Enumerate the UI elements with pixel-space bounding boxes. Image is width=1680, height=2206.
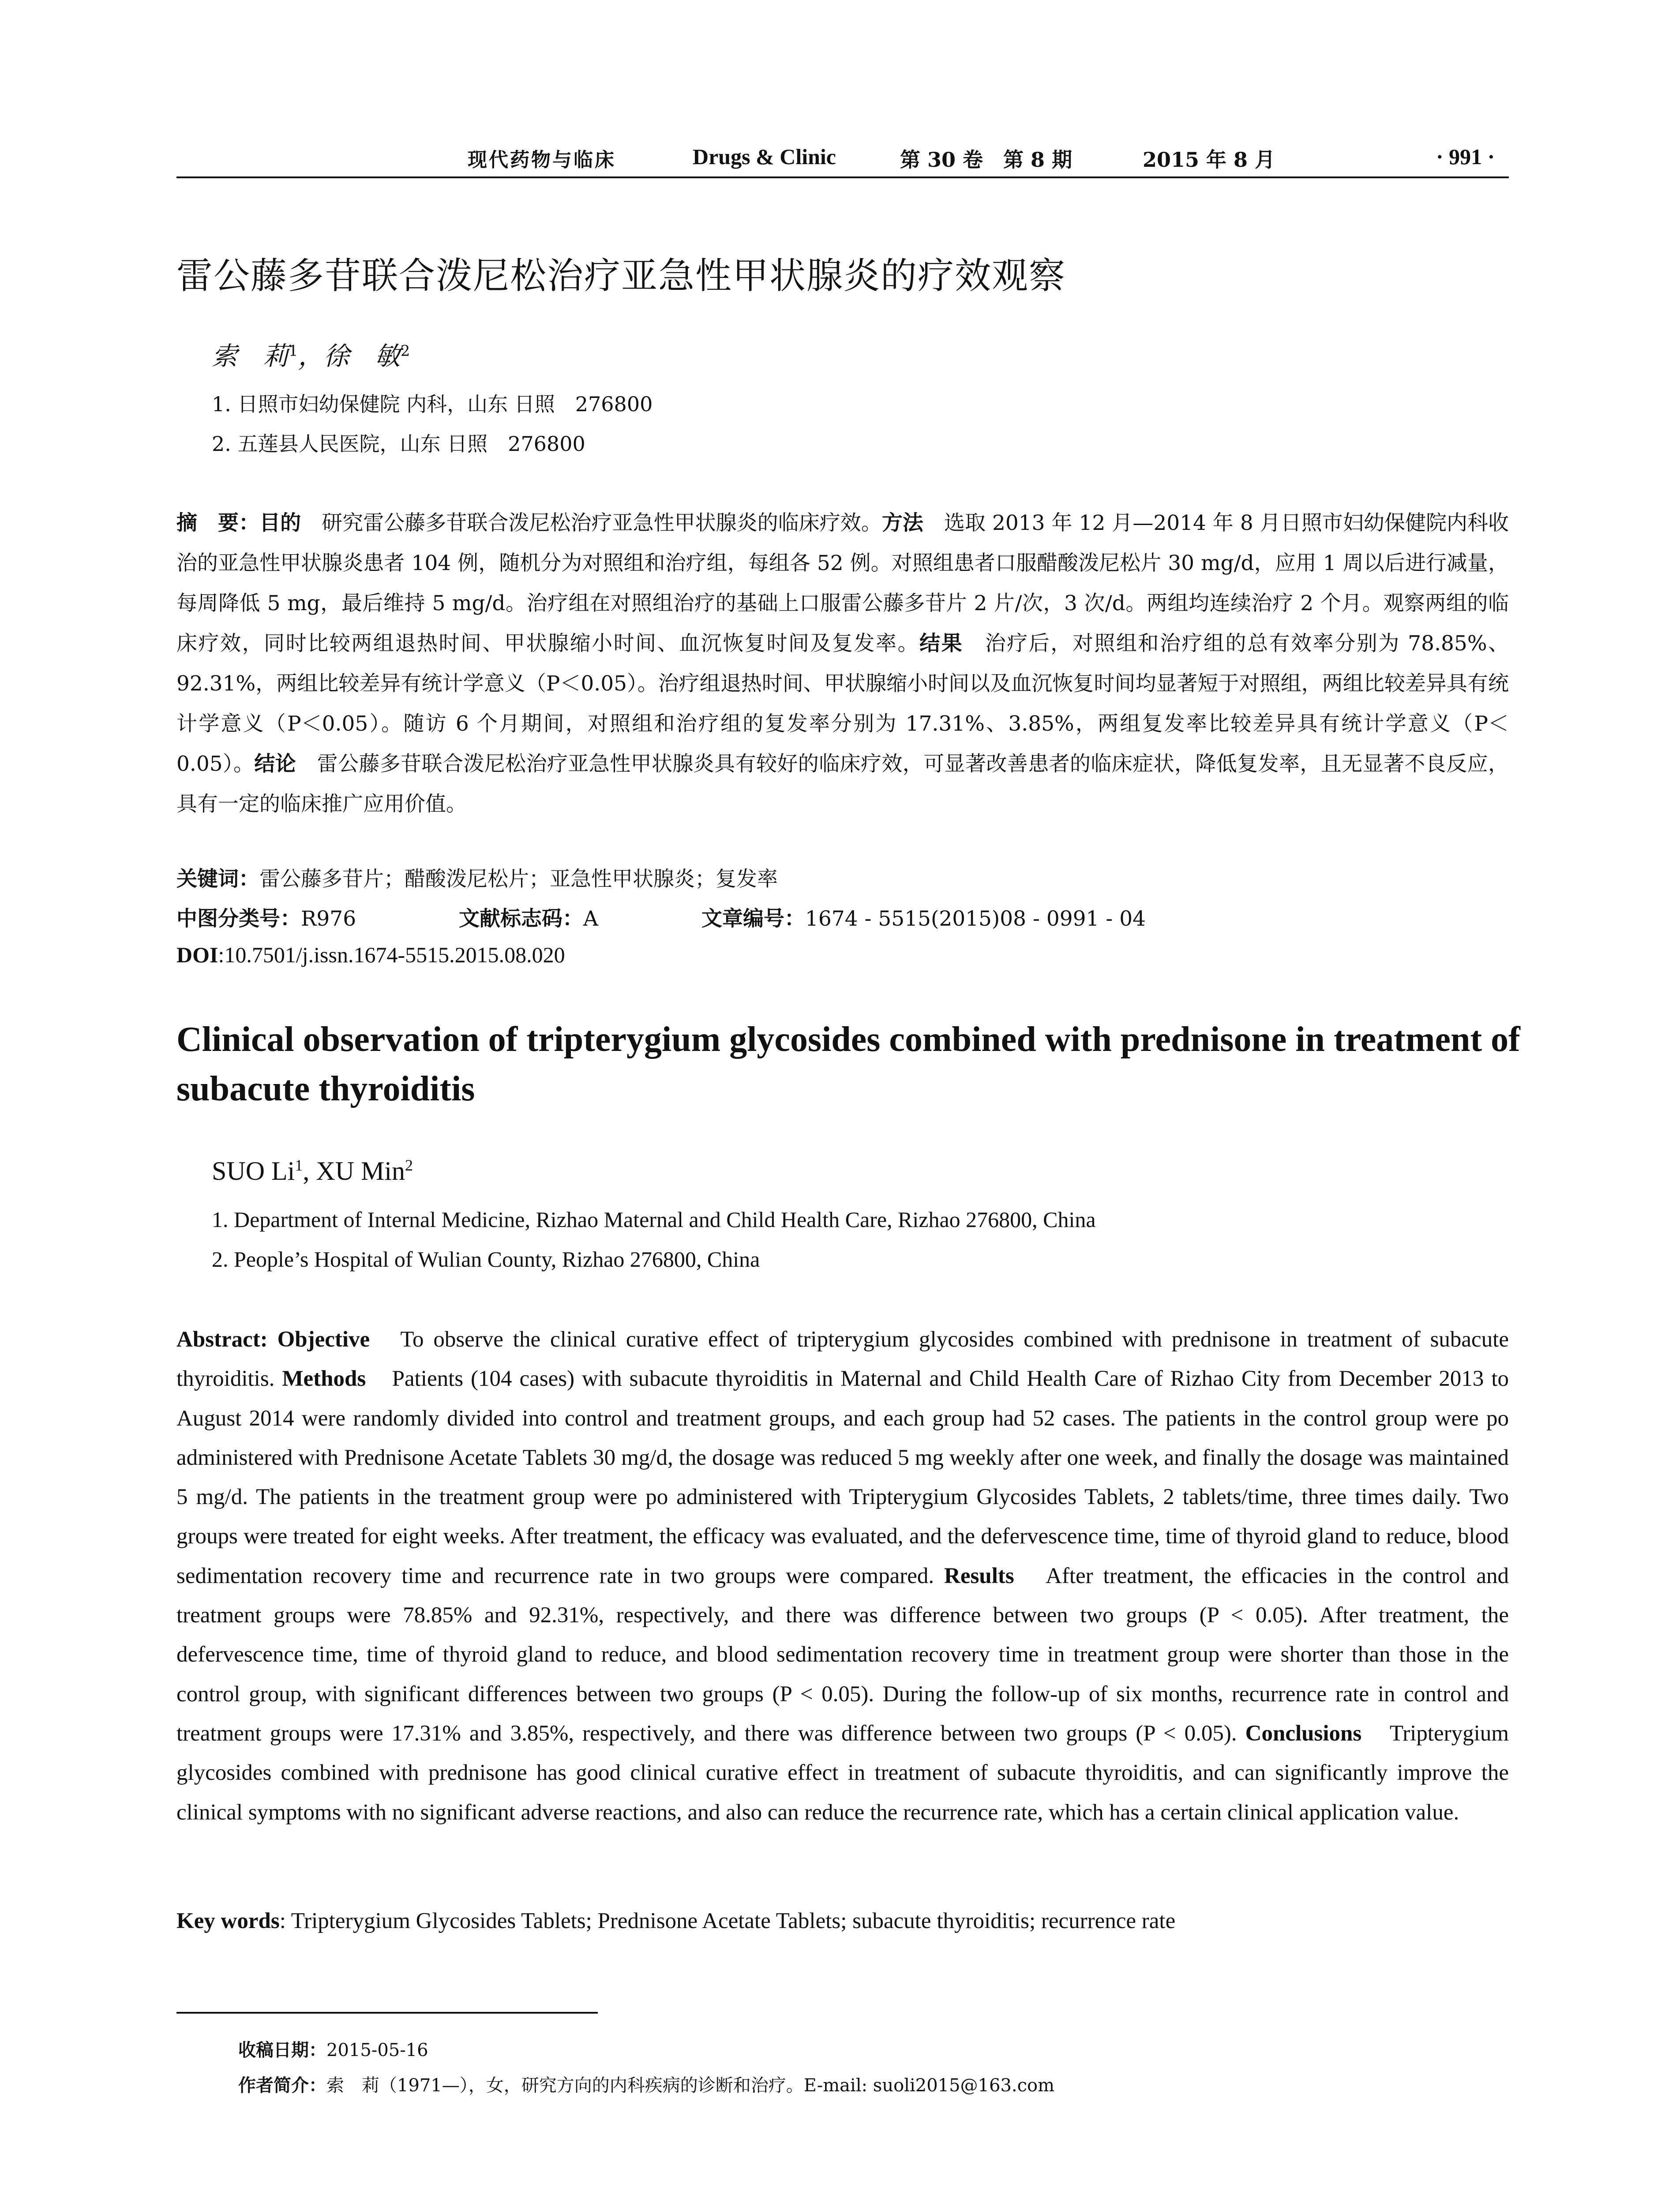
affiliation-cn-1: 1. 日照市妇幼保健院 内科，山东 日照 276800 xyxy=(212,392,653,416)
conclusions-en-label: Conclusions xyxy=(1245,1721,1362,1746)
author-2-en-affil: 2 xyxy=(405,1156,413,1174)
keywords-en xyxy=(176,1908,1175,1934)
methods-en: Patients (104 cases) with subacute thyroiditis in Maternal and Child Health Care of Rizhao City from December 2013 to August 2014 were randomly divided into control and treatment groups, and each group had 52 cases. The patients in the control group were po administered with Prednisone Acetate Tablets 30 mg/d, the dosage was reduced 5 mg weekly after one week, and finally the dosage was maintained 5 mg/d. The patients in the treatment group were po administered with Tripterygium Glycosides Tablets, 2 tablets/time, three times daily. Two groups were treated for eight weeks. After treatment, the efficacy was evaluated, and the defervescence time, time of thyroid gland to reduce, blood sedimentation recovery time and recurrence rate in two groups were compared. xyxy=(176,1366,1509,1588)
objective-en: To observe the clinical curative effect of tripterygium glycosides combined with prednisone in treatment of subacute thyroiditis. xyxy=(176,1327,1509,1392)
clc-number: R976 xyxy=(301,907,356,931)
methods-en-label: Methods xyxy=(282,1366,366,1392)
article-number: 1674 - 5515(2015)08 - 0991 - 04 xyxy=(805,907,1146,931)
author-2-cn: 徐 敏 xyxy=(323,341,401,371)
received-label: 收稿日期： xyxy=(238,2040,326,2060)
bio-label: 作者简介： xyxy=(238,2075,326,2096)
classification-cn xyxy=(176,902,1146,932)
footnote-received xyxy=(238,2036,428,2061)
author-separator-en: , xyxy=(303,1156,316,1186)
methods-cn: 选取 2013 年 12 月—2014 年 8 月日照市妇幼保健院内科收治的亚急性甲状腺炎患者 104 例，随机分为对照组和治疗组，每组各 52 例。对照组患者口服醋酸泼尼松片 30 mg/d，应用 1 周以后进行减量，每周降低 5 mg，最后维持 5 mg/d。治疗组在对照组治疗的基础上口服雷公藤多苷片 2 片/次，3 次/d。两组均连续治疗 2 个月。观察两组的临床疗效，同时比较两组退热时间、甲状腺缩小时间、血沉恢复时间及复发率。 xyxy=(176,511,1509,656)
author-1-cn: 索 莉 xyxy=(212,341,289,371)
footnote-author-bio xyxy=(238,2071,1054,2097)
doi-label: DOI xyxy=(176,942,218,967)
issue-date: 2015 年 8 月 xyxy=(1143,148,1275,172)
affiliation-cn-2: 2. 五莲县人民医院，山东 日照 276800 xyxy=(212,432,585,456)
results-cn-label: 结果 xyxy=(919,631,964,656)
author-2-en: XU Min xyxy=(316,1156,405,1186)
running-header xyxy=(176,140,1509,176)
methods-cn-label: 方法 xyxy=(881,511,923,535)
author-1-cn-affil: 1 xyxy=(289,342,298,360)
page-number: · 991 · xyxy=(1436,144,1495,169)
abstract-cn-label: 摘 要： xyxy=(176,511,260,535)
keywords-cn-text: 雷公藤多苷片；醋酸泼尼松片；亚急性甲状腺炎；复发率 xyxy=(259,867,778,891)
volume-issue: 第 30 卷 第 8 期 xyxy=(900,148,1072,172)
keywords-cn xyxy=(176,863,778,892)
objective-cn: 研究雷公藤多苷联合泼尼松治疗亚急性甲状腺炎的临床疗效。 xyxy=(301,511,882,535)
authors-en xyxy=(212,1156,413,1186)
affiliation-en-1: 1. Department of Internal Medicine, Rizhao Maternal and Child Health Care, Rizhao 276800, China xyxy=(212,1207,1096,1232)
bio-text: 索 莉（1971—），女，研究方向的内科疾病的诊断和治疗。E-mail: suoli2015@163.com xyxy=(326,2075,1055,2096)
author-1-en-affil: 1 xyxy=(295,1156,303,1174)
article-number-label: 文章编号： xyxy=(701,907,805,931)
doi-text: :10.7501/j.issn.1674-5515.2015.08.020 xyxy=(218,942,565,967)
abstract-en xyxy=(176,1320,1509,1832)
results-en: After treatment, the efficacies in the control and treatment groups were 78.85% and 92.31%, respectively, and there was difference between two groups (P < 0.05). After treatment, the defervescence time, time of thyroid gland to reduce, and blood sedimentation recovery time in treatment group were shorter than those in the control group, with significant differences between two groups (P < 0.05). During the follow-up of six months, recurrence rate in control and treatment groups were 17.31% and 3.85%, respectively, and there was difference between two groups (P < 0.05). xyxy=(176,1563,1509,1746)
received-date: 2015-05-16 xyxy=(326,2040,428,2060)
keywords-en-text: : Tripterygium Glycosides Tablets; Prednisone Acetate Tablets; subacute thyroiditis; recurrence rate xyxy=(279,1909,1176,1933)
conclusion-cn-label: 结论 xyxy=(254,752,296,776)
abstract-cn xyxy=(176,503,1509,824)
author-separator-cn: ， xyxy=(298,341,324,371)
author-1-en: SUO Li xyxy=(212,1156,295,1186)
doc-code: A xyxy=(583,907,598,931)
journal-name-cn: 现代药物与临床 xyxy=(468,149,616,171)
authors-cn xyxy=(212,335,410,372)
footnote-rule xyxy=(176,2012,598,2014)
results-en-label: Results xyxy=(944,1563,1014,1588)
doc-code-label: 文献标志码： xyxy=(459,907,583,931)
author-2-cn-affil: 2 xyxy=(400,342,410,360)
abstract-en-label: Abstract: Objective xyxy=(176,1327,370,1352)
doi-line xyxy=(176,942,565,968)
objective-cn-label: 目的 xyxy=(259,511,301,535)
results-cn: 治疗后，对照组和治疗组的总有效率分别为 78.85%、92.31%，两组比较差异有统计学意义（P＜0.05）。治疗组退热时间、甲状腺缩小时间以及血沉恢复时间均显著短于对照组，两组比较差异具有统计学意义（P＜0.05）。随访 6 个月期间，对照组和治疗组的复发率分别为 17.31%、3.85%，两组复发率比较差异具有统计学意义（P＜0.05）。 xyxy=(176,631,1509,776)
clc-label: 中图分类号： xyxy=(176,907,301,931)
header-rule xyxy=(176,176,1509,178)
conclusions-en: Tripterygium glycosides combined with prednisone has good clinical curative effect in treatment of subacute thyroiditis, and can significantly improve the clinical symptoms with no significant adverse reactions, and also can reduce the recurrence rate, which has a certain clinical application value. xyxy=(176,1721,1509,1825)
title-en: Clinical observation of tripterygium glycosides combined with prednisone in treatment of subacute thyroiditis xyxy=(176,1020,1520,1108)
journal-name-en: Drugs & Clinic xyxy=(693,144,836,169)
affiliation-en-2: 2. People’s Hospital of Wulian County, Rizhao 276800, China xyxy=(212,1247,760,1272)
keywords-en-label: Key words xyxy=(176,1909,280,1933)
title-cn: 雷公藤多苷联合泼尼松治疗亚急性甲状腺炎的疗效观察 xyxy=(176,255,1066,297)
conclusion-cn: 雷公藤多苷联合泼尼松治疗亚急性甲状腺炎具有较好的临床疗效，可显著改善患者的临床症状，降低复发率，且无显著不良反应，具有一定的临床推广应用价值。 xyxy=(176,752,1509,816)
keywords-cn-label: 关键词： xyxy=(176,867,259,891)
